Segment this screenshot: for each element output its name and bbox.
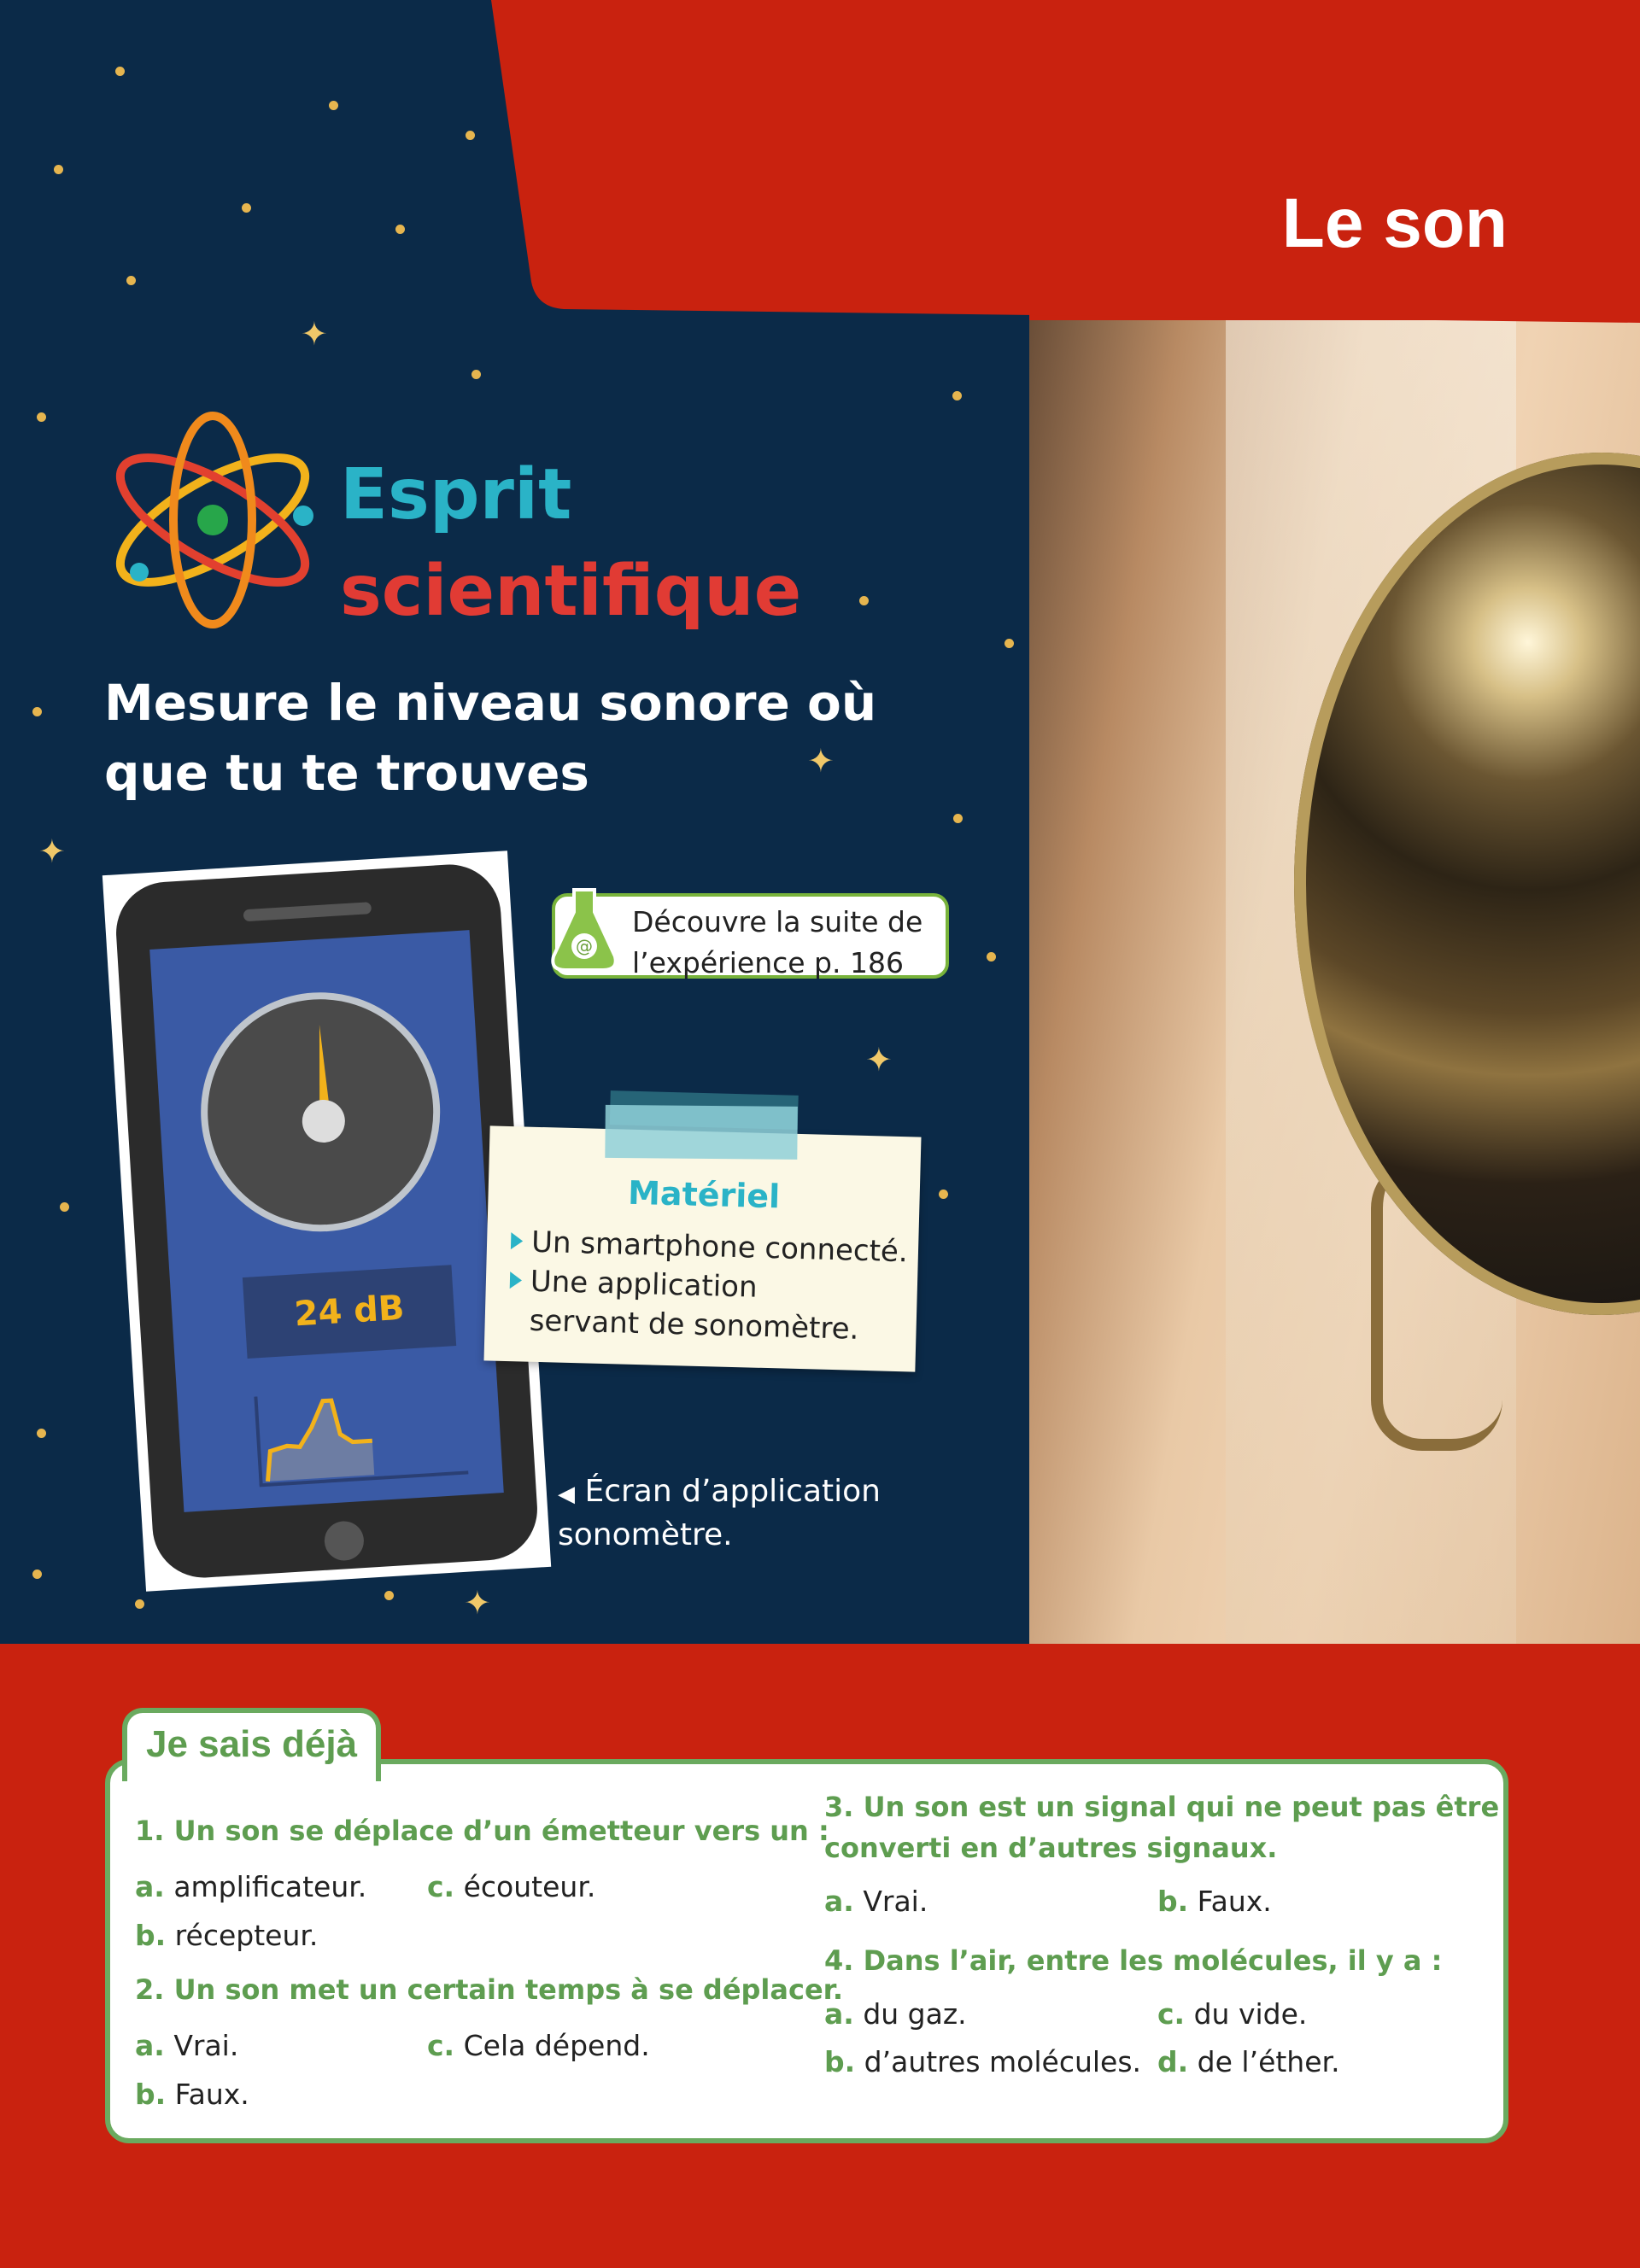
star-dot	[329, 101, 338, 110]
question-3	[824, 1786, 1499, 1868]
answer-letter: a.	[135, 2029, 165, 2062]
flask-icon	[548, 883, 620, 977]
answer-letter: c.	[1157, 1997, 1186, 2031]
star-dot	[32, 707, 42, 716]
caption-line2: sonomètre.	[558, 1517, 733, 1552]
star-dot	[37, 412, 46, 422]
answer-4d[interactable]	[1157, 2042, 1340, 2083]
quiz-tab	[122, 1708, 381, 1781]
question-1: 1. Un son se déplace d’un émetteur vers un :	[135, 1815, 829, 1847]
quiz-tab-label: Je sais déjà	[146, 1723, 358, 1765]
answer-letter: b.	[824, 2045, 856, 2078]
answer-letter: a.	[824, 1997, 854, 2031]
decibel-readout: 24 dB	[243, 1265, 456, 1359]
answer-letter: b.	[135, 2078, 167, 2111]
answer-3a[interactable]	[824, 1881, 928, 1922]
caption-line1: Écran d’application	[584, 1474, 881, 1509]
answer-1a[interactable]	[135, 1867, 366, 1908]
activity-headline: Mesure le niveau sonore où que tu te trouves	[104, 674, 877, 802]
question-4: 4. Dans l’air, entre les molécules, il y a :	[824, 1944, 1443, 1977]
answer-text: récepteur.	[174, 1919, 319, 1952]
star-dot	[952, 391, 962, 400]
answer-letter: b.	[135, 1919, 167, 1952]
star-sparkle: ✦	[865, 1041, 893, 1078]
star-dot	[859, 596, 869, 605]
answer-text: de l’éther.	[1197, 2045, 1340, 2078]
star-dot	[115, 67, 125, 76]
tape-strip	[605, 1105, 798, 1160]
answer-1b[interactable]	[135, 1915, 318, 1956]
answer-text: Faux.	[1197, 1885, 1272, 1918]
materiel-list	[508, 1222, 908, 1350]
phone-illustration	[102, 850, 551, 1591]
star-dot	[60, 1202, 69, 1212]
svg-text:@: @	[576, 936, 593, 956]
answer-text: Vrai.	[863, 1885, 928, 1918]
chapter-title: Le son	[1281, 184, 1508, 262]
answer-letter: b.	[1157, 1885, 1189, 1918]
star-sparkle: ✦	[464, 1584, 491, 1622]
phone-speaker	[243, 902, 372, 921]
materiel-title: Matériel	[627, 1173, 781, 1216]
banner-shape	[0, 0, 1640, 324]
atom-icon	[101, 408, 325, 632]
star-dot	[135, 1599, 144, 1609]
photo-frame	[102, 850, 551, 1591]
discover-text	[632, 902, 922, 984]
answer-4a[interactable]	[824, 1994, 967, 2035]
discover-line2: l’expérience p. 186	[632, 946, 904, 979]
smartphone	[114, 862, 541, 1581]
answer-text: du gaz.	[863, 1997, 967, 2031]
gauge-hub	[301, 1099, 346, 1144]
star-dot	[939, 1190, 948, 1199]
answer-2c[interactable]	[427, 2025, 650, 2066]
gauge-dial	[194, 985, 448, 1239]
star-dot	[1004, 639, 1014, 648]
star-dot	[466, 131, 475, 140]
answer-3b[interactable]	[1157, 1881, 1272, 1922]
materiel-item: Un smartphone connecté.	[511, 1222, 909, 1271]
home-button	[324, 1520, 366, 1562]
discover-link[interactable]	[552, 893, 949, 979]
star-dot	[126, 276, 136, 285]
star-dot	[54, 165, 63, 174]
answer-letter: c.	[427, 2029, 455, 2062]
materiel-item: Une application servant de sonomètre.	[508, 1261, 872, 1349]
star-dot	[395, 225, 405, 234]
discover-line1: Découvre la suite de	[632, 905, 923, 938]
star-dot	[953, 814, 963, 823]
star-dot	[32, 1569, 42, 1579]
trombone-photo	[1029, 320, 1640, 1644]
phone-caption	[558, 1471, 881, 1556]
answer-text: d’autres molécules.	[864, 2045, 1142, 2078]
materiel-note	[483, 1125, 921, 1371]
sound-level-graph	[245, 1383, 472, 1491]
question-2: 2. Un son met un certain temps à se déplacer.	[135, 1973, 844, 2006]
star-dot	[472, 370, 481, 379]
phone-screen	[149, 930, 504, 1512]
answer-text: du vide.	[1193, 1997, 1308, 2031]
caret-left-icon: ◀	[558, 1482, 575, 1507]
star-sparkle: ✦	[301, 315, 328, 353]
star-sparkle: ✦	[807, 742, 835, 780]
answer-2a[interactable]	[135, 2025, 238, 2066]
answer-letter: c.	[427, 1870, 455, 1903]
answer-text: amplificateur.	[173, 1870, 367, 1903]
answer-text: Cela dépend.	[463, 2029, 650, 2062]
star-sparkle: ✦	[38, 833, 66, 870]
answer-1c[interactable]	[427, 1867, 595, 1908]
answer-text: Faux.	[174, 2078, 249, 2111]
answer-2b[interactable]	[135, 2074, 249, 2115]
answer-4b[interactable]	[824, 2042, 1141, 2083]
question-3-line2: converti en d’autres signaux.	[824, 1832, 1278, 1864]
answer-letter: a.	[135, 1870, 165, 1903]
star-dot	[987, 952, 996, 962]
section-title-line2: scientifique	[340, 551, 802, 632]
section-title-line1: Esprit	[340, 454, 572, 535]
chapter-banner	[0, 0, 1640, 324]
answer-letter: a.	[824, 1885, 854, 1918]
star-dot	[242, 203, 251, 213]
answer-text: écouteur.	[463, 1870, 596, 1903]
question-3-line1: 3. Un son est un signal qui ne peut pas être	[824, 1791, 1500, 1823]
answer-letter: d.	[1157, 2045, 1189, 2078]
star-dot	[37, 1429, 46, 1438]
star-dot	[384, 1591, 394, 1600]
answer-4c[interactable]	[1157, 1994, 1307, 2035]
answer-text: Vrai.	[173, 2029, 239, 2062]
